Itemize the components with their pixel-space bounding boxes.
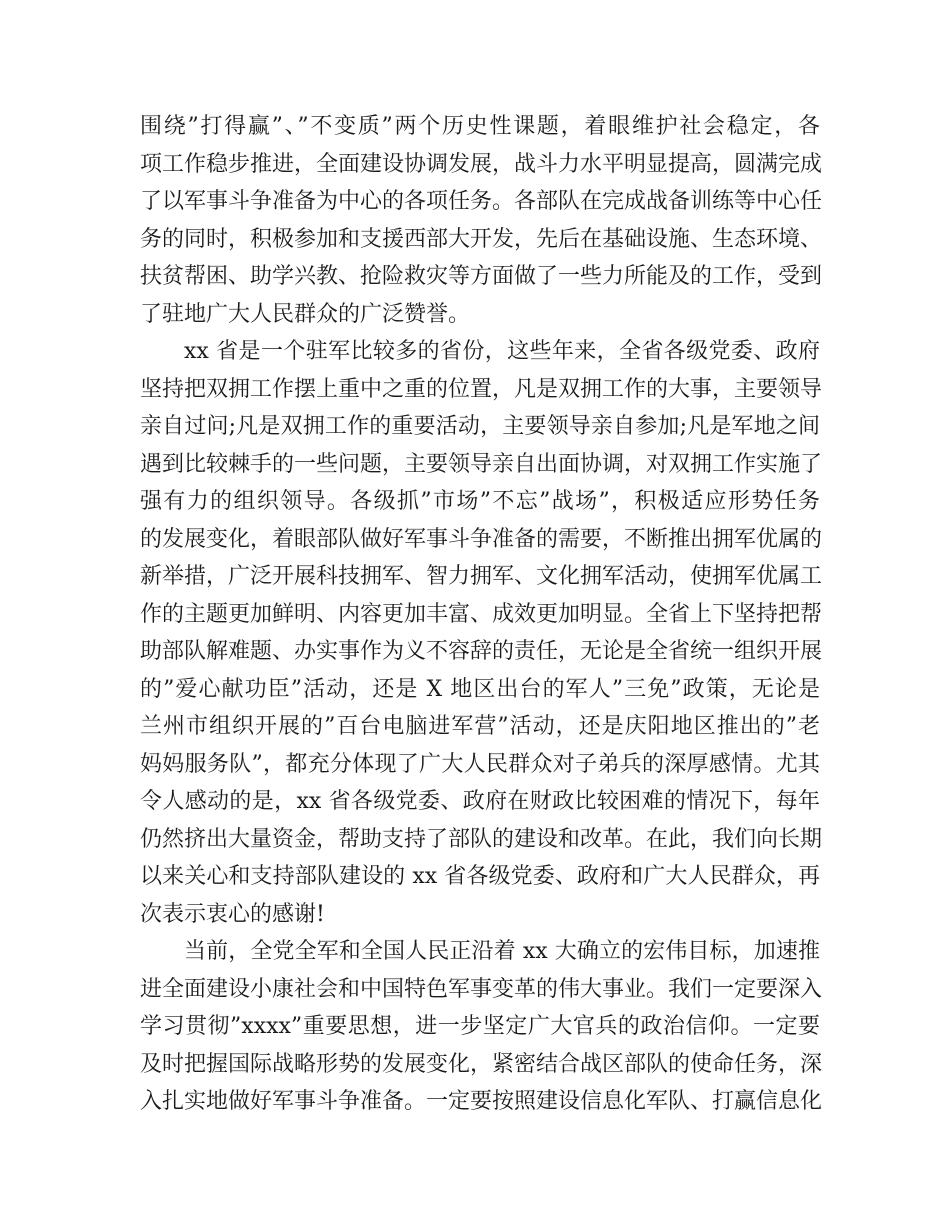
body-text <box>140 108 823 1121</box>
text-line: 妈妈服务队”，都充分体现了广大人民群众对子弟兵的深厚感情。尤其 <box>140 751 820 777</box>
text-line: 兰州市组织开展的”百台电脑进军营”活动，还是庆阳地区推出的”老 <box>140 714 820 739</box>
text-line: 务的同时，积极参加和支援西部大开发，先后在基础设施、生态环境、 <box>140 226 823 252</box>
text-line: 亲自过问;凡是双拥工作的重要活动，主要领导亲自参加;凡是军地之间 <box>140 414 820 439</box>
text-line: 围绕”打得赢”、”不变质”两个历史性课题，着眼维护社会稳定，各 <box>140 114 820 139</box>
text-line: 学习贯彻”xxxx”重要思想，进一步坚定广大官兵的政治信仰。一定要 <box>140 1014 820 1039</box>
paragraph-3 <box>140 933 823 1121</box>
text-line: 以来关心和支持部队建设的 xx 省各级党委、政府和广大人民群众，再 <box>140 864 820 889</box>
text-line: 的发展变化，着眼部队做好军事斗争准备的需要，不断推出拥军优属的 <box>140 526 823 552</box>
text-line: 进全面建设小康社会和中国特色军事变革的伟大事业。我们一定要深入 <box>140 976 823 1002</box>
text-line: 及时把握国际战略形势的发展变化，紧密结合战区部队的使命任务，深 <box>140 1051 823 1077</box>
text-line: 当前，全党全军和全国人民正沿着 xx 大确立的宏伟目标，加速推 <box>184 939 820 964</box>
paragraph-1 <box>140 108 823 333</box>
text-line: 遇到比较棘手的一些问题，主要领导亲自出面协调，对双拥工作实施了 <box>140 451 823 477</box>
text-line: 扶贫帮困、助学兴教、抢险救灾等方面做了一些力所能及的工作，受到 <box>140 264 823 289</box>
text-line: 坚持把双拥工作摆上重中之重的位置，凡是双拥工作的大事，主要领导 <box>140 376 823 402</box>
text-line: 助部队解难题、办实事作为义不容辞的责任，无论是全省统一组织开展 <box>140 639 823 664</box>
text-line: 项工作稳步推进，全面建设协调发展，战斗力水平明显提高，圆满完成 <box>140 151 823 177</box>
text-line: 新举措，广泛开展科技拥军、智力拥军、文化拥军活动，使拥军优属工 <box>140 564 823 589</box>
text-line: 的”爱心献功臣”活动，还是 X 地区出台的军人”三免”政策，无论是 <box>140 676 820 702</box>
text-line: 了以军事斗争准备为中心的各项任务。各部队在完成战备训练等中心任 <box>140 189 823 214</box>
text-line: 入扎实地做好军事斗争准备。一定要按照建设信息化军队、打赢信息化 <box>140 1089 823 1114</box>
text-line: 作的主题更加鲜明、内容更加丰富、成效更加明显。全省上下坚持把帮 <box>140 601 823 627</box>
text-line: 仍然挤出大量资金，帮助支持了部队的建设和改革。在此，我们向长期 <box>140 826 823 852</box>
paragraph-2 <box>140 333 823 933</box>
text-line: 强有力的组织领导。各级抓”市场”不忘”战场”，积极适应形势任务 <box>140 489 820 514</box>
text-line: 次表示衷心的感谢! <box>140 901 325 927</box>
text-line: xx 省是一个驻军比较多的省份，这些年来，全省各级党委、政府 <box>184 339 820 364</box>
text-line: 令人感动的是，xx 省各级党委、政府在财政比较困难的情况下，每年 <box>140 789 820 814</box>
text-line: 了驻地广大人民群众的广泛赞誉。 <box>140 301 471 327</box>
